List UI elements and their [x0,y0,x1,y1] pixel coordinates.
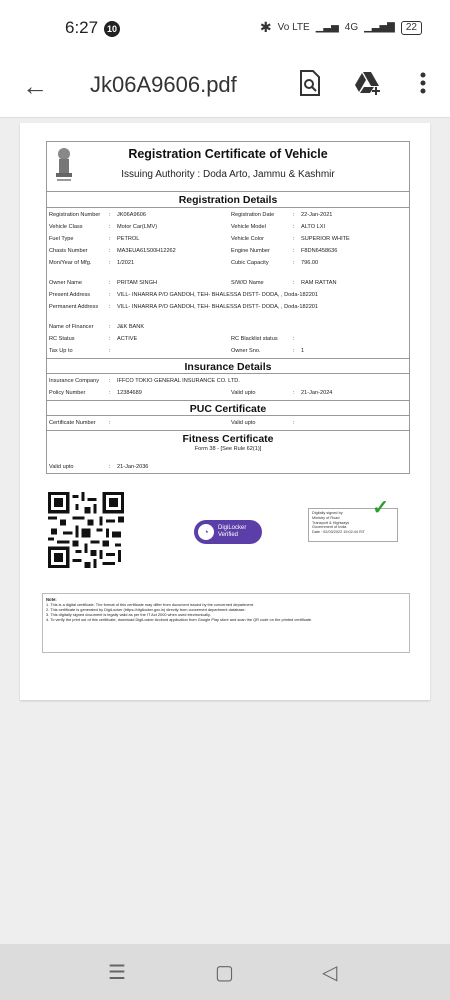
digital-signature-box: ✓ Digitally signed by Ministry of Road Transport & Highways Government of India Date : 02/03/2022 15:02:44 IST [308,508,398,542]
more-options-icon[interactable] [408,68,438,98]
financer-row: Name of Financer : J&K BANK [49,324,145,330]
puc-row: Certificate Number : Valid upto : [49,420,295,426]
network-label: 4G [344,22,359,33]
present-address-row: Present Address : VILL- INHARRA P/O GANDOH, TEH- BHALESSA DISTT- DODA, , Doda-182201 [49,292,319,298]
issuing-authority: Issuing Authority : Doda Arto, Jammu & Kashmir [121,169,335,180]
recent-apps-icon[interactable]: ☰ [108,962,126,984]
back-arrow-icon[interactable]: ← [22,71,48,101]
detail-row: Registration Number : JK06A9606 Registration Date : 22-Jan-2021 [49,212,333,218]
checkmark-icon: ✓ [372,497,389,519]
home-icon[interactable]: ▢ [215,962,234,984]
bluetooth-icon: ✱ [259,19,272,35]
search-document-icon[interactable] [295,68,325,98]
certificate-box [46,141,410,474]
system-nav-bar [0,944,450,1000]
status-icons [260,19,422,36]
permanent-address-row: Permanent Address : VILL- INHARRA P/O GANDOH, TEH- BHALESSA DISTT- DODA, , Doda-182201 [49,304,319,310]
qr-code-icon [48,492,124,568]
file-title: Jk06A9606.pdf [90,72,237,97]
fitness-subtitle: Form 38 - [See Rule 62(1)] [194,446,262,452]
detail-row: Chasis Number : MA3EUA61S00H12262 Engine Number : F8DN6458636 [49,248,338,254]
signal-icon-2: ▁▃▅▇ [364,22,395,33]
verification-area [46,488,410,578]
notes-box: Note: 1. This is a digital certificate. The format of this certificate may differ from document issued by the concerned department. 2. This certificate is generated by DigiLocker (https://digilocker.gov.in) directly from concerned department database. 3. This digitally signed document is legally valid as per the IT Act 2000 when used electronically. 4. To verify the print out of this certificate, download DigiLocker Android application from Google Play store and scan the QR code on the printed certificate. [42,593,410,653]
digilocker-logo-icon: ◔ [198,524,214,540]
fitness-heading: Fitness Certificate [47,430,409,446]
notification-badge: 10 [104,21,120,37]
detail-row: Mon/Year of Mfg. : 1/2021 Cubic Capacity : 796.00 [49,260,319,266]
fitness-row: Valid upto : 21-Jan-2036 [49,464,149,470]
insurance-heading: Insurance Details [47,358,409,374]
digilocker-verified-badge: ◔ DigiLocker Verified [194,520,262,544]
status-bar [0,0,450,56]
drive-add-icon[interactable] [353,68,383,98]
registration-details-rows [47,208,409,358]
owner-row: Owner Name : PRITAM SINGH S/W/D Name : RAM RATTAN [49,280,337,286]
signal-icon: ▁▃▅ [315,22,339,33]
volte-label: Vo LTE [277,22,310,33]
detail-row: Vehicle Class : Motor Car(LMV) Vehicle Model : ALTO LXI [49,224,326,230]
back-nav-icon[interactable]: ◁ [322,962,338,984]
pdf-page [20,123,430,700]
tax-row: Tax Up to : Owner Sno. : 1 [49,348,305,354]
puc-heading: PUC Certificate [47,400,409,416]
rc-status-row: RC Status : ACTIVE RC Blacklist status : [49,336,295,342]
app-toolbar [0,56,450,118]
status-time: 6:27 [65,18,99,37]
battery-icon: 22 [401,21,422,35]
insurance-company-row: Insurance Company : IFFCO TOKIO GENERAL INSURANCE CO. LTD. [49,378,240,384]
certificate-title: Registration Certificate of Vehicle [128,147,328,161]
policy-row: Policy Number : 12384689 Valid upto : 21-Jan-2024 [49,390,333,396]
detail-row: Fuel Type : PETROL Vehicle Color : SUPERIOR WHITE [49,236,350,242]
registration-details-heading: Registration Details [47,192,409,208]
